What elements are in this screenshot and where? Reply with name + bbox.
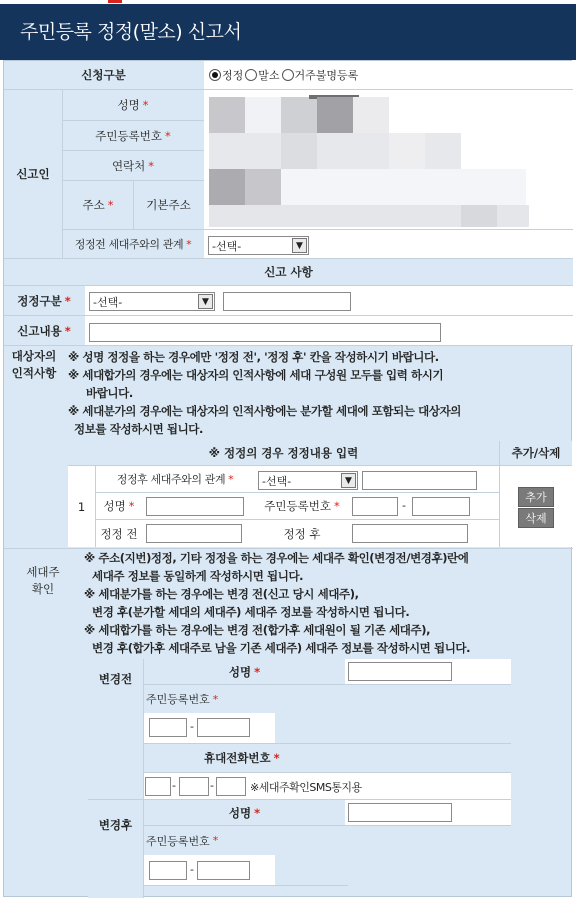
chevron-down-icon: ▼	[198, 294, 213, 309]
reporter-address-label	[63, 181, 133, 229]
relation-before-select[interactable]	[208, 236, 309, 255]
required-mark: *	[142, 98, 149, 112]
head-after-name-text: 성명	[228, 805, 252, 820]
target-label-line2: 인적사항	[11, 366, 57, 380]
target-name-text: 성명	[103, 499, 126, 513]
relation-after-select[interactable]	[258, 471, 358, 490]
correction-type-select[interactable]	[89, 292, 215, 311]
head-before-phone-text: 휴대전화번호	[204, 751, 271, 765]
target-name-input[interactable]	[146, 497, 244, 516]
target-rrn-text: 주민등록번호	[264, 499, 331, 513]
required-mark: *	[212, 834, 219, 847]
base-address-label: 기본주소	[134, 181, 203, 229]
relation-after-label	[96, 466, 254, 492]
head-note-5: ※ 세대합가를 하는 경우에는 변경 전(합가후 세대원이 될 기존 세대주),	[84, 623, 431, 637]
blurred-field	[245, 97, 281, 133]
before-correction-input[interactable]	[146, 524, 242, 543]
head-before-rrn-front-input[interactable]	[149, 718, 187, 737]
blurred-field	[281, 169, 526, 205]
chevron-down-icon: ▼	[292, 238, 307, 253]
dash-separator: -	[190, 863, 194, 876]
report-content-text: 신고내용	[17, 323, 62, 338]
apply-type-options	[204, 61, 573, 89]
reporter-contact-text: 연락처	[111, 158, 146, 173]
head-before-name-input[interactable]	[348, 662, 452, 681]
target-note-3: 바랍니다.	[86, 386, 133, 400]
correction-type-value: -선택-	[93, 296, 123, 309]
blurred-field	[389, 133, 425, 169]
blurred-field	[281, 133, 317, 169]
phone-part3-input[interactable]	[216, 777, 246, 796]
reporter-section-label: 신고인	[4, 90, 62, 258]
required-mark: *	[164, 128, 171, 143]
radio-correction-label: 정정	[222, 69, 244, 82]
correction-type-text: 정정구분	[17, 293, 62, 308]
radio-missing-residence[interactable]	[282, 69, 294, 81]
head-before-rrn-text: 주민등록번호	[146, 693, 210, 706]
head-after-rrn-text: 주민등록번호	[146, 834, 210, 848]
target-row-number: 1	[68, 466, 95, 547]
required-mark: *	[64, 293, 71, 308]
after-correction-label: 정정 후	[256, 520, 348, 547]
chevron-down-icon: ▼	[341, 473, 356, 488]
relation-before-label	[63, 230, 203, 258]
dash-separator: -	[190, 720, 194, 733]
target-note-5: 정보를 작성하시면 됩니다.	[74, 422, 203, 436]
dash-separator: -	[210, 779, 214, 792]
relation-after-text: 정정후 세대주와의 관계	[116, 473, 226, 486]
target-rrn-back-input[interactable]	[412, 497, 470, 516]
blurred-field	[281, 97, 317, 133]
reporter-rrn-label	[63, 121, 203, 150]
blurred-field	[461, 205, 497, 227]
reporter-name-text: 성명	[117, 98, 140, 112]
required-mark: *	[273, 751, 280, 765]
target-note-4: ※ 세대분가의 경우에는 대상자의 인적사항에는 분가할 세대에 포함되는 대상자의	[68, 404, 462, 418]
divider	[144, 885, 348, 886]
target-name-label	[96, 493, 142, 519]
target-rrn-label	[256, 493, 348, 519]
head-after-label: 변경후	[88, 800, 143, 898]
head-after-rrn-front-input[interactable]	[149, 861, 187, 880]
divider	[4, 345, 573, 346]
radio-missing-residence-label: 거주불명등록	[294, 69, 359, 82]
phone-part2-input[interactable]	[179, 777, 209, 796]
required-mark: *	[107, 198, 114, 212]
reporter-rrn-text: 주민등록번호	[95, 128, 162, 143]
add-row-button[interactable]: 추가	[518, 487, 554, 507]
dash-separator: -	[402, 499, 406, 512]
head-after-rrn-label	[144, 826, 275, 855]
blurred-field	[209, 169, 245, 205]
report-content-label	[4, 316, 84, 345]
head-confirm-label-line1: 세대주	[26, 565, 60, 579]
phone-part1-input[interactable]	[145, 777, 171, 796]
target-rrn-front-input[interactable]	[352, 497, 398, 516]
required-mark: *	[128, 499, 135, 513]
dash-separator: -	[172, 779, 176, 792]
required-mark: *	[254, 664, 261, 679]
blurred-field	[209, 97, 245, 133]
target-note-2: ※ 세대합가의 경우에는 대상자의 인적사항에 세대 구성원 모두를 입력 하시기	[68, 368, 444, 382]
blurred-field	[245, 169, 281, 205]
head-after-name-label	[144, 800, 345, 825]
required-mark: *	[333, 499, 340, 513]
report-form	[3, 60, 572, 897]
target-label-line1: 대상자의	[11, 349, 57, 363]
reporter-address-text: 주소	[82, 198, 105, 212]
correction-type-label	[4, 286, 84, 315]
head-note-6: 변경 후(합가후 세대주로 남을 기존 세대주) 세대주 정보를 작성하시면 됩니다.	[92, 641, 471, 655]
head-after-name-input[interactable]	[348, 803, 452, 822]
blurred-field	[317, 97, 353, 133]
page-title: 주민등록 정정(말소) 신고서	[0, 4, 576, 60]
correction-detail-input[interactable]	[223, 292, 351, 311]
relation-before-text: 정정전 세대주와의 관계	[74, 238, 184, 251]
after-correction-input[interactable]	[352, 524, 468, 543]
relation-before-value: -선택-	[212, 240, 242, 253]
target-note-1: ※ 성명 정정을 하는 경우에만 '정정 전', '정정 후' 칸을 작성하시기 바랍니다.	[68, 350, 439, 364]
head-after-rrn-back-input[interactable]	[197, 861, 250, 880]
required-mark: *	[228, 472, 234, 486]
relation-after-input[interactable]	[362, 471, 477, 490]
required-mark: *	[212, 692, 219, 706]
required-mark: *	[186, 237, 192, 251]
add-delete-header: 추가/삭제	[500, 441, 572, 465]
head-note-1: ※ 주소(지번)정정, 기타 정정을 하는 경우에는 세대주 확인(변경전/변경후)란에	[84, 551, 469, 565]
before-correction-label: 정정 전	[96, 520, 142, 547]
head-before-name-label	[144, 659, 345, 684]
top-accent-bar	[108, 0, 122, 3]
head-before-rrn-label	[144, 685, 275, 713]
required-mark: *	[64, 323, 71, 338]
radio-cancellation[interactable]	[245, 69, 257, 81]
required-mark: *	[148, 158, 155, 173]
target-section-label	[4, 346, 64, 384]
required-mark: *	[254, 805, 261, 820]
sms-notice-text: ※세대주확인SMS통지용	[250, 781, 362, 794]
reporter-contact-label	[63, 151, 203, 180]
head-note-3: ※ 세대분가를 하는 경우에는 변경 전(신고 당시 세대주),	[84, 587, 359, 601]
relation-after-value: -선택-	[262, 475, 292, 488]
blurred-field	[353, 97, 389, 133]
report-content-input[interactable]	[89, 323, 441, 342]
head-before-label: 변경전	[88, 659, 143, 799]
head-before-name-text: 성명	[228, 664, 252, 679]
head-confirm-label	[4, 549, 82, 609]
head-note-2: 세대주 정보를 동일하게 작성하시면 됩니다.	[92, 569, 304, 583]
delete-row-button[interactable]: 삭제	[518, 508, 554, 528]
radio-correction[interactable]	[209, 69, 221, 81]
head-confirm-label-line2: 확인	[31, 582, 55, 596]
target-table-header: ※ 정정의 경우 정정내용 입력	[68, 441, 499, 465]
head-before-phone-label	[144, 744, 511, 772]
reporter-name-label	[63, 90, 203, 120]
head-before-rrn-back-input[interactable]	[197, 718, 250, 737]
report-section-title: 신고 사항	[4, 259, 573, 285]
radio-cancellation-label: 말소	[258, 69, 280, 82]
head-note-4: 변경 후(분가할 세대의 세대주) 세대주 정보를 작성하시면 됩니다.	[92, 605, 410, 619]
apply-type-label: 신청구분	[4, 61, 203, 89]
